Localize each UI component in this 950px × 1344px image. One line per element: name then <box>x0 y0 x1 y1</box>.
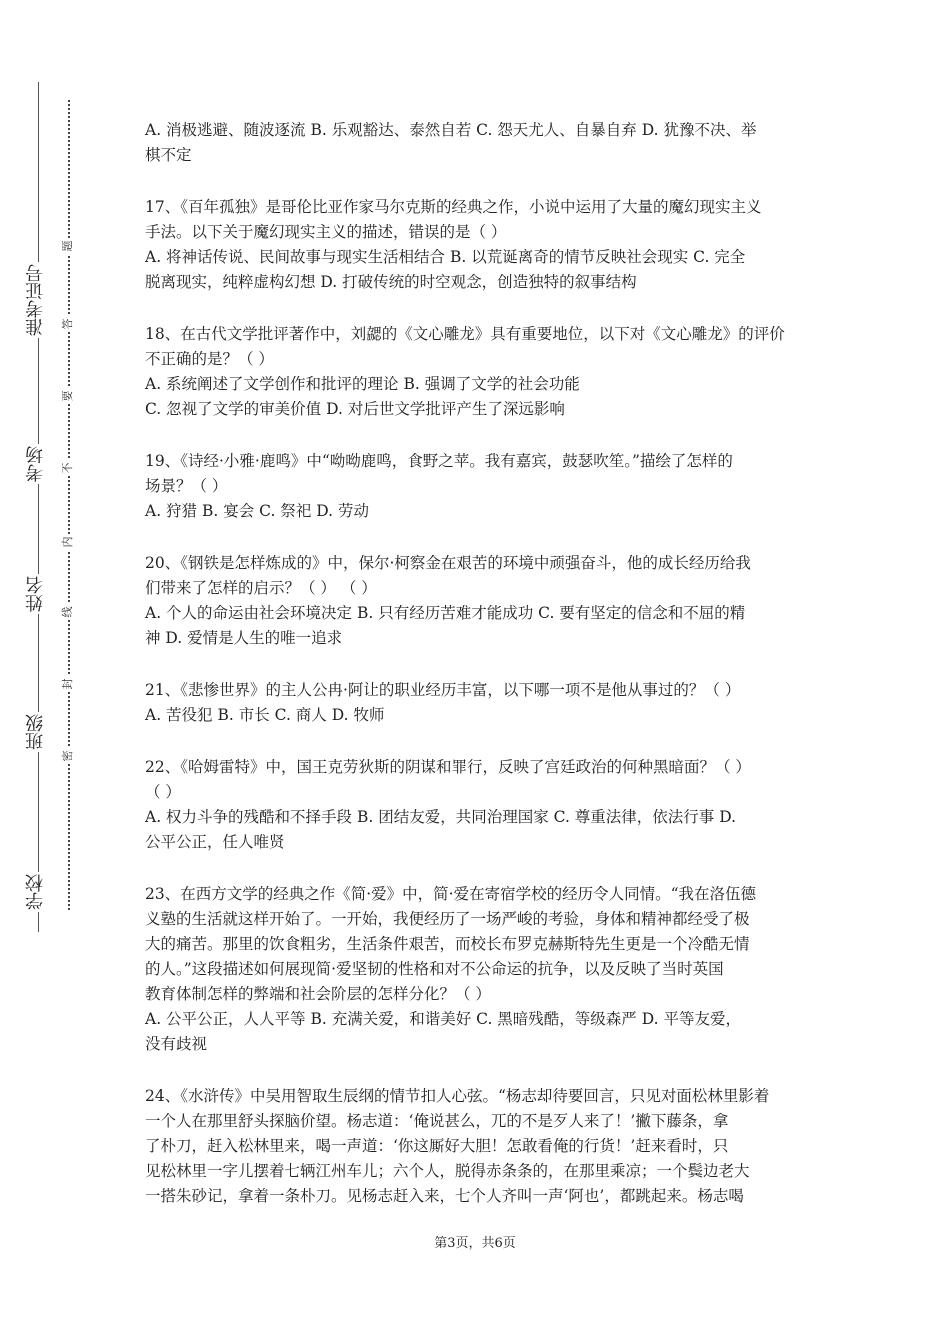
question-line: 24、《水浒传》中吴用智取生辰纲的情节扣人心弦。“杨志却待要回言，只见对面松林里影着 <box>145 1087 770 1105</box>
seal-char: 答 <box>62 316 74 332</box>
question-line: 神 D. 爱情是人生的唯一追求 <box>145 629 343 647</box>
page-number-footer: 第3页，共6页 <box>434 1236 516 1251</box>
question-24 <box>145 1084 813 1209</box>
question-21 <box>145 678 813 728</box>
question-line: C. 忽视了文学的审美价值 D. 对后世文学批评产生了深远影响 <box>145 400 565 418</box>
question-line: 20、《钢铁是怎样炼成的》中，保尔·柯察金在艰苦的环境中顽强奋斗，他的成长经历给我 <box>145 554 751 572</box>
question-line: 17、《百年孤独》是哥伦比亚作家马尔克斯的经典之作，小说中运用了大量的魔幻现实主义 <box>145 198 762 216</box>
seal-char: 不 <box>62 460 74 476</box>
question-line: 一搭朱砂记，拿着一条朴刀。见杨志赶入来，七个人齐叫一声‘阿也’，都跳起来。杨志喝 <box>145 1187 744 1205</box>
question-line: 公平公正，任人唯贤 <box>145 833 285 851</box>
question-line: 18、在古代文学批评著作中，刘勰的《文心雕龙》具有重要地位，以下对《文心雕龙》的评价 <box>145 325 785 343</box>
question-line: 棋不定 <box>145 146 192 164</box>
binding-margin <box>0 0 110 1344</box>
question-23 <box>145 882 813 1057</box>
question-line: 大的痛苦。那里的饮食粗劣，生活条件艰苦，而校长布罗克赫斯特先生更是一个冷酷无情 <box>145 935 750 953</box>
seal-char: 线 <box>62 604 74 620</box>
question-20 <box>145 551 813 651</box>
field-label-school: 学校 <box>26 872 50 912</box>
question-line: 见松林里一字儿摆着七辆江州车儿；六个人，脱得赤条条的，在那里乘凉；一个鬓边老大 <box>145 1162 750 1180</box>
question-line: A. 消极逃避、随波逐流 B. 乐观豁达、泰然自若 C. 怨天尤人、自暴自弃 D. 犹豫不决、举 <box>145 121 757 139</box>
question-line: 们带来了怎样的启示？（ ） （ ） <box>145 579 377 597</box>
question-line: A. 个人的命运由社会环境决定 B. 只有经历苦难才能成功 C. 要有坚定的信念和不屈的精 <box>145 604 746 622</box>
seal-char: 封 <box>62 676 74 692</box>
question-line: 22、《哈姆雷特》中，国王克劳狄斯的阴谋和罪行，反映了宫廷政治的何种黑暗面？（ ） <box>145 758 751 776</box>
question-line: 义塾的生活就这样开始了。一开始，我便经历了一场严峻的考验，身体和精神都经受了极 <box>145 910 750 928</box>
question-line: 一个人在那里舒头探脑价望。杨志道：‘俺说甚么，兀的不是歹人来了！’撇下藤条，拿 <box>145 1112 729 1130</box>
question-22 <box>145 755 813 855</box>
question-line: 的人。”这段描述如何展现简·爱坚韧的性格和对不公命运的抗争，以及反映了当时英国 <box>145 960 724 978</box>
question-line: 没有歧视 <box>145 1035 208 1053</box>
question-line: 场景？（ ） <box>145 477 228 495</box>
question-line: A. 狩猎 B. 宴会 C. 祭祀 D. 劳动 <box>145 502 369 520</box>
field-label-class: 班级 <box>26 712 50 752</box>
seal-char: 内 <box>62 534 74 550</box>
question-line: 21、《悲惨世界》的主人公冉·阿让的职业经历丰富，以下哪一项不是他从事过的？（ ） <box>145 681 741 699</box>
question-18 <box>145 322 813 422</box>
question-line: 手法。以下关于魔幻现实主义的描述，错误的是（ ） <box>145 223 507 241</box>
question-17 <box>145 195 813 295</box>
question-line: A. 公平公正，人人平等 B. 充满关爱，和谐美好 C. 黑暗残酷，等级森严 D. 平等友爱， <box>145 1010 741 1028</box>
field-label-name: 姓名 <box>26 574 50 614</box>
question-19 <box>145 449 813 524</box>
question-line: 教育体制怎样的弊端和社会阶层的怎样分化？（ ） <box>145 985 491 1003</box>
seal-char: 密 <box>62 748 74 764</box>
question-line: A. 系统阐述了文学创作和批评的理论 B. 强调了文学的社会功能 <box>145 375 580 393</box>
exam-content <box>145 118 813 1236</box>
question-line: 23、在西方文学的经典之作《简·爱》中，简·爱在寄宿学校的经历令人同情。“我在洛伍德 <box>145 885 757 903</box>
question-line: （ ） <box>145 783 181 801</box>
seal-char: 题 <box>62 238 74 254</box>
binding-dotted-line <box>68 100 70 910</box>
question-line: 了朴刀，赶入松林里来，喝一声道：‘你这厮好大胆！怎敢看俺的行货！’赶来看时，只 <box>145 1137 729 1155</box>
question-line: 脱离现实，纯粹虚构幻想 D. 打破传统的时空观念，创造独特的叙事结构 <box>145 273 637 291</box>
question-line: A. 权力斗争的残酷和不择手段 B. 团结友爱，共同治理国家 C. 尊重法律，依法行事 D. <box>145 808 737 826</box>
binding-solid-line <box>38 82 39 932</box>
field-label-exam-number: 准考证号 <box>26 262 50 338</box>
question-line: A. 将神话传说、民间故事与现实生活相结合 B. 以荒诞离奇的情节反映社会现实 C. 完全 <box>145 248 746 266</box>
question-line: A. 苦役犯 B. 市长 C. 商人 D. 牧师 <box>145 706 385 724</box>
question-16-options <box>145 118 813 168</box>
question-line: 不正确的是？（ ） <box>145 350 274 368</box>
seal-char: 要 <box>62 388 74 404</box>
field-label-exam-room: 考场 <box>26 444 50 484</box>
question-line: 19、《诗经·小雅·鹿鸣》中“呦呦鹿鸣，食野之苹。我有嘉宾，鼓瑟吹笙。”描绘了怎样的 <box>145 452 733 470</box>
